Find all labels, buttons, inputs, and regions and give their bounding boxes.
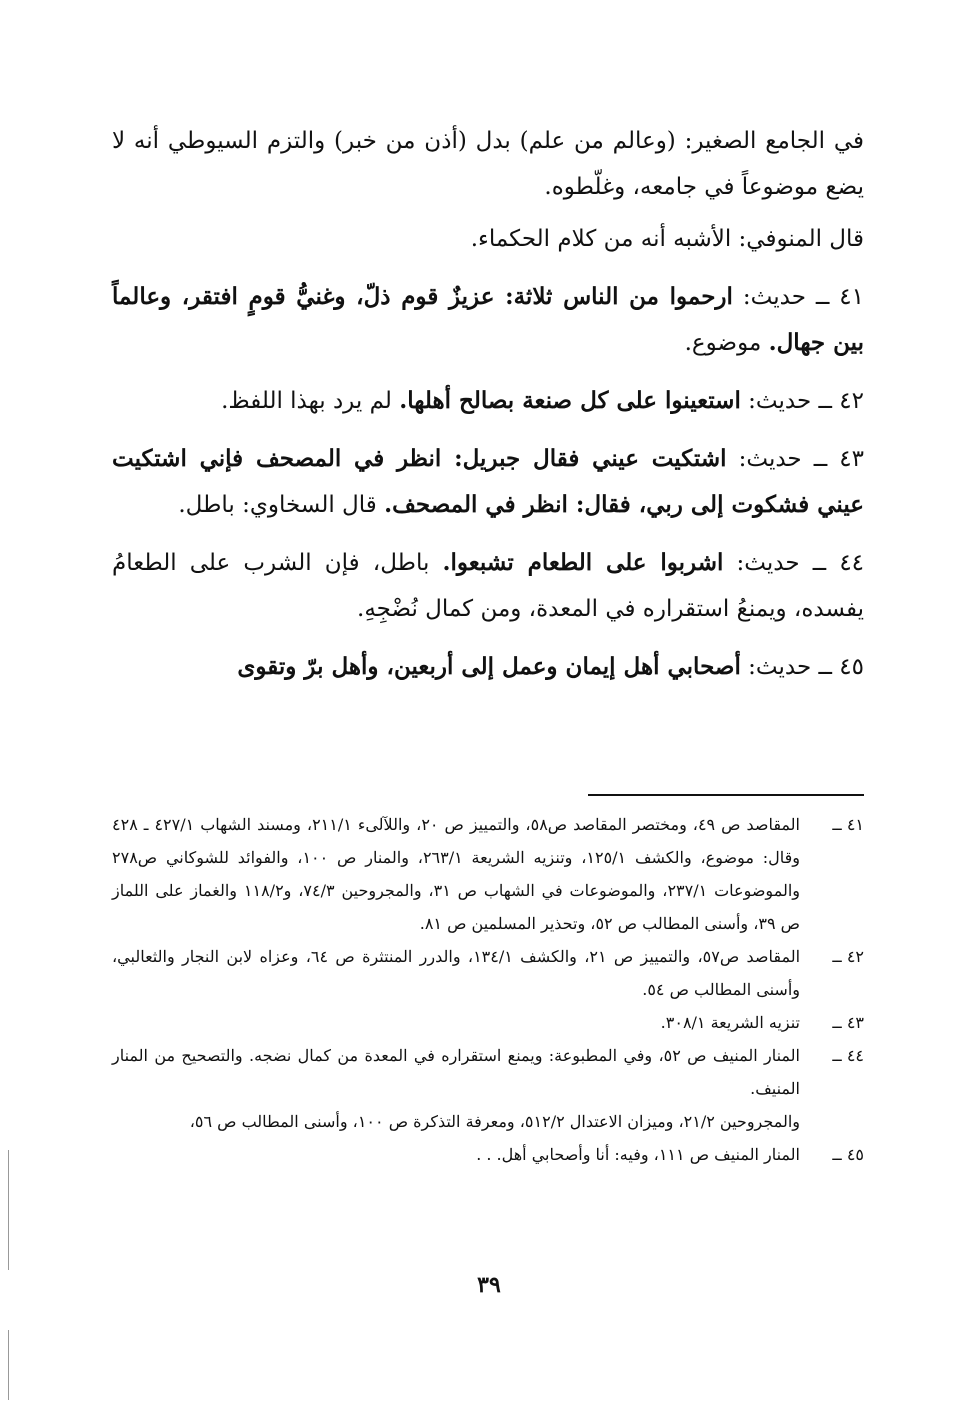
hadith-ruling: لم يرد بهذا اللفظ. xyxy=(221,388,392,414)
footnote-number: ٤٢ ــ xyxy=(832,947,864,966)
footnote-43 xyxy=(112,1006,864,1039)
footnote-42 xyxy=(112,940,864,1006)
hadith-text: أصحابي أهل إيمان وعمل إلى أربعين، وأهل برّ وتقوى xyxy=(237,653,741,680)
hadith-text: استعينوا على كل صنعة بصالح أهلها. xyxy=(399,387,741,414)
hadith-number: ٤٥ ــ حديث: xyxy=(748,654,864,680)
footnote-number: ٤٤ ــ xyxy=(832,1046,864,1065)
hadith-44 xyxy=(112,540,864,632)
hadith-43 xyxy=(112,436,864,528)
hadith-text: اشتكيت عيني فقال جبريل: انظر في المصحف فإني اشتكيت عيني فشكوت إلى ربي، فقال: انظر في المصحف. xyxy=(112,445,864,518)
hadith-45 xyxy=(112,644,864,690)
footnote-41 xyxy=(112,808,864,940)
paragraph-text: في الجامع الصغير: (وعالم من علم) بدل (أذن من خبر) والتزم السيوطي أنه لا يضع موضوعاً في جامعه، وغلّطوه. xyxy=(112,128,864,200)
hadith-ruling: باطل، فإن الشرب على الطعامُ يفسده، ويمنعُ استقراره في المعدة، ومن كمال نُضْجِهِ. xyxy=(112,550,864,622)
footnote-text: المقاصد ص٥٧، والتمييز ص ٢١، والكشف ١٣٤/١، والدرر المنتثرة ص ٦٤، وعزاه لابن النجار والثعالبي، وأسنى المطالب ص ٥٤. xyxy=(112,947,801,999)
footnote-number: ٤٥ ــ xyxy=(832,1145,864,1164)
hadith-ruling: قال السخاوي: باطل. xyxy=(178,492,377,518)
footnote-text: المنار المنيف ص ١١١، وفيه: أنا وأصحابي أهل. . . xyxy=(476,1145,800,1164)
footnote-44 xyxy=(112,1039,864,1105)
hadith-ruling: موضوع. xyxy=(684,330,762,356)
paragraph-text: قال المنوفي: الأشبه أنه من كلام الحكماء. xyxy=(470,226,864,252)
scan-edge-line xyxy=(8,1330,9,1400)
main-text xyxy=(112,118,864,702)
footnote-text: والمجروحين ٢١/٢، وميزان الاعتدال ٥١٢/٢، ومعرفة التذكرة ص ١٠٠، وأسنى المطالب ص ٥٦، xyxy=(189,1112,800,1131)
scan-edge-line xyxy=(8,1150,9,1270)
footnote-number xyxy=(800,1105,864,1138)
hadith-number: ٤١ ــ حديث: xyxy=(742,284,865,310)
footnote-separator xyxy=(588,794,864,796)
footnote-number: ٤١ ــ xyxy=(832,815,864,834)
hadith-number: ٤٢ ــ حديث: xyxy=(748,388,864,414)
hadith-text: ارحموا من الناس ثلاثة: عزيزٌ قوم ذلّ، وغنيُّ قومٍ افتقر، وعالماً بين جهال. xyxy=(112,283,864,356)
footnote-44-continued xyxy=(112,1105,864,1138)
footnote-45 xyxy=(112,1138,864,1171)
footnote-text: تنزيه الشريعة ٣٠٨/١. xyxy=(660,1013,800,1032)
paragraph-continuation xyxy=(112,118,864,210)
page-number: ٣٩ xyxy=(477,1272,501,1298)
footnote-number: ٤٣ ــ xyxy=(832,1013,864,1032)
hadith-number: ٤٣ ــ حديث: xyxy=(738,446,865,472)
footnote-text: المقاصد ص ٤٩، ومختصر المقاصد ص٥٨، والتمييز ص ٢٠، واللآلىء ٢١١/١، ومسند الشهاب ٤٢٧/١ ـ ٤٢٨ وقال: موضوع، والكشف ١٢٥/١، وتنزيه الشريعة ٢٦٣/١، والمنار ص ١٠٠، والفوائد للشوكاني ص٢٧٨ والموضوعات ٢٣٧/١، والموضوعات في الشهاب ص ٣١، والمجروحين ٧٤/٣، و١١٨/٢ والغماز على اللماز ص ٣٩، وأسنى المطالب ص ٥٢، وتحذير المسلمين ص ٨١. xyxy=(112,815,800,933)
hadith-41 xyxy=(112,274,864,366)
paragraph-menoufi xyxy=(112,216,864,262)
hadith-42 xyxy=(112,378,864,424)
hadith-text: اشربوا على الطعام تشبعوا. xyxy=(442,549,724,576)
hadith-number: ٤٤ ــ حديث: xyxy=(736,550,865,576)
footnote-text: المنار المنيف ص ٥٢، وفي المطبوعة: ويمنع استقراره في المعدة من كمال نضجه. والتصحيح من المنار المنيف. xyxy=(112,1046,800,1098)
footnotes xyxy=(112,808,864,1171)
